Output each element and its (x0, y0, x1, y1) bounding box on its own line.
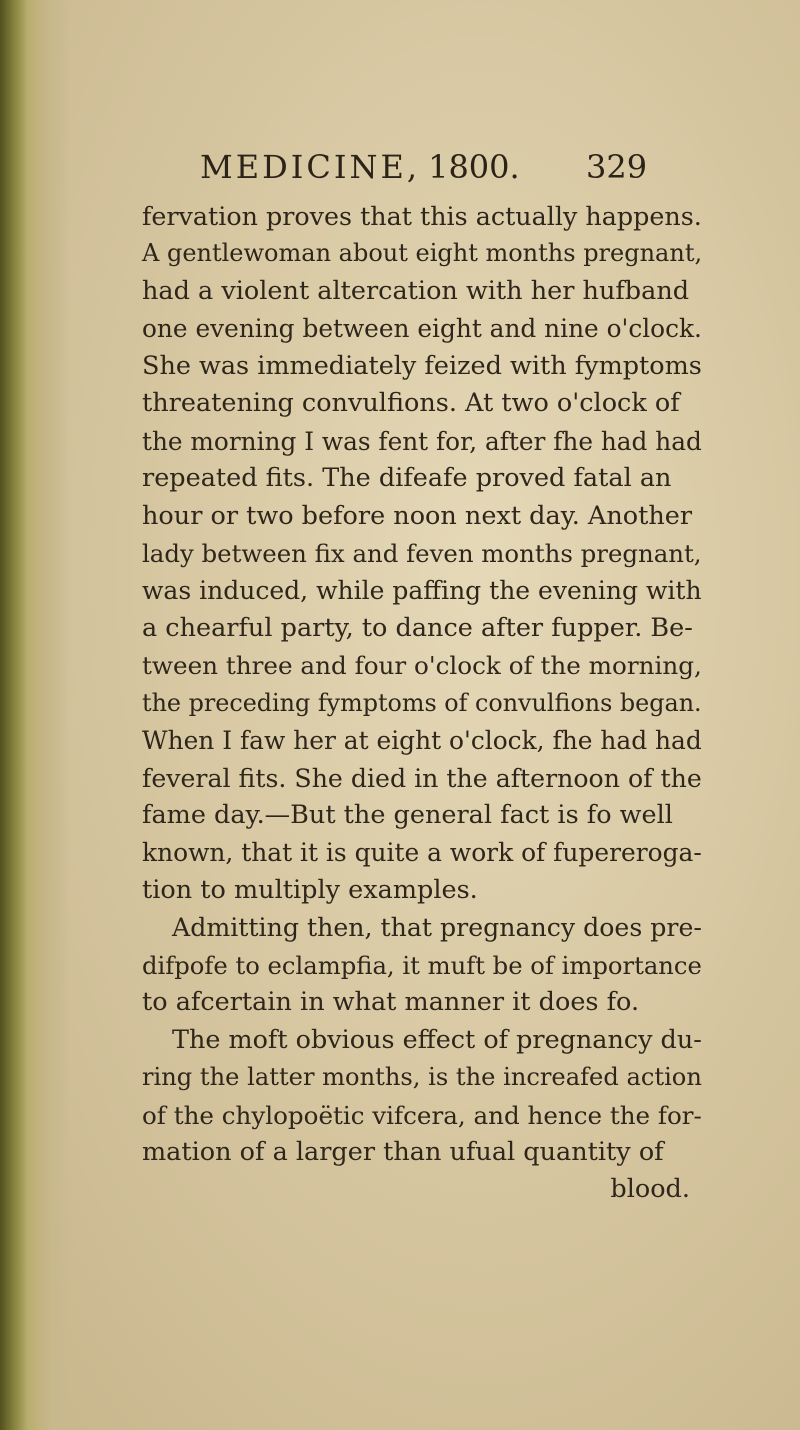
text-line: was induced, while paffing the evening with (142, 576, 702, 606)
text-line: The moft obvious effect of pregnancy du- (172, 1024, 702, 1055)
gutter-shadow (0, 0, 28, 1430)
text-line: hour or two before noon next day. Another (142, 500, 693, 531)
page-number: 329 (586, 148, 648, 186)
text-line: mation of a larger than ufual quantity of (142, 1136, 664, 1167)
text-line: tion to multiply examples. (142, 874, 478, 905)
text-line: known, that it is quite a work of fupereroga- (142, 838, 702, 868)
text-line: When I faw her at eight o'clock, fhe had had (142, 726, 702, 756)
text-line: ring the latter months, is the increafed action (142, 1063, 702, 1092)
text-line: feveral fits. She died in the afternoon of the (142, 763, 702, 793)
text-line: a chearful party, to dance after fupper. Be- (142, 612, 693, 643)
catchword: blood. (610, 1174, 690, 1205)
text-line: repeated fits. The difeafe proved fatal an (142, 463, 672, 494)
text-line: one evening between eight and nine o'clock. (142, 314, 702, 344)
text-line: the morning I was fent for, after fhe had had (142, 426, 702, 456)
body-text (142, 198, 702, 1209)
text-line: of the chylopoëtic vifcera, and hence the for- (142, 1100, 702, 1130)
running-head (200, 148, 640, 192)
text-line: fame day.—But the general fact is fo well (142, 800, 673, 830)
running-head-year: 1800. (428, 148, 520, 186)
text-line: A gentlewoman about eight months pregnant, (142, 239, 703, 268)
text-line: Admitting then, that pregnancy does pre- (172, 913, 702, 943)
text-line: lady between fix and feven months pregnant, (142, 538, 702, 568)
text-line: She was immediately feized with fymptoms (142, 350, 702, 381)
text-line: had a violent altercation with her hufband (142, 275, 690, 306)
text-line: fervation proves that this actually happens. (142, 201, 702, 231)
text-line: difpofe to eclampfia, it muft be of importance (142, 950, 702, 980)
text-line: tween three and four o'clock of the morning, (142, 651, 702, 681)
running-head-title: MEDICINE, (200, 148, 421, 186)
text-line: threatening convulfions. At two o'clock of (142, 388, 680, 419)
text-line: to afcertain in what manner it does fo. (142, 987, 640, 1018)
text-line: the preceding fymptoms of convulfions began. (142, 688, 702, 717)
